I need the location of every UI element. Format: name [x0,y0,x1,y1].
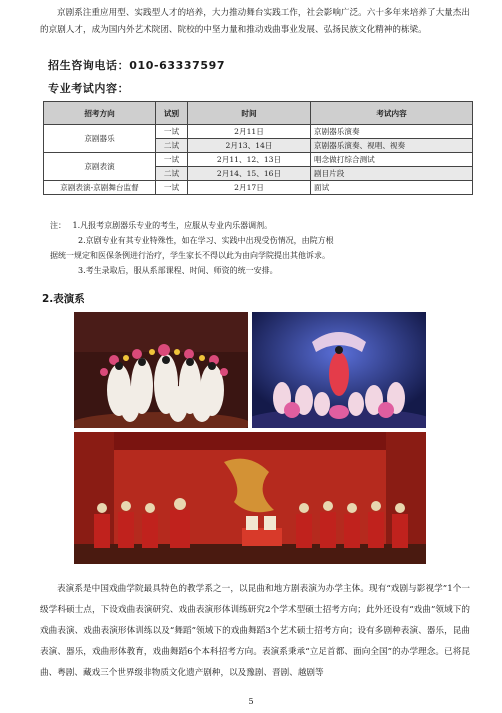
header-round: 试别 [156,102,188,125]
cell-content: 唱念做打综合测试 [311,153,473,167]
section-title: 2.表演系 [42,293,85,305]
cell-time: 2月11日 [188,125,311,139]
consult-phone: 招生咨询电话：010-63337597 [48,59,226,72]
header-time: 时间 [188,102,311,125]
body-paragraph: 表演系是中国戏曲学院最具特色的教学系之一，以昆曲和地方剧表演为办学主体。现有“戏剧与影视学”1个一级学科硕士点，下设戏曲表演研究、戏曲表演形体训练研究2个学术型硕士招考方向；此外还设有“戏曲”领域下的戏曲表演、戏曲表演形体训练以及“舞蹈”领域下的戏曲舞蹈3个艺术硕士招考方向；设有多剧种表演、器乐，昆曲表演、器乐，戏曲形体教育，戏曲舞蹈6个本科招考方向。表演系秉承“立足首都、面向全国”的办学理念。已将昆曲、粤剧、藏戏三个世界级非物质文化遗产剧种，以及豫剧、晋剧、越剧等 [40,584,470,678]
cell-round: 二试 [156,167,188,181]
cell-time: 2月17日 [188,181,311,195]
note-2b: 据统一规定和医保条例进行治疗，学生家长不得以此为由向学院提出其他诉求。 [50,251,330,260]
exam-heading: 专业考试内容： [48,82,130,95]
cell-content: 京剧器乐演奏、视唱、视奏 [311,139,473,153]
cell-direction: 京剧器乐 [44,125,156,153]
cell-round: 二试 [156,139,188,153]
notes-block [50,218,480,278]
intro-paragraph: 京剧系注重应用型、实践型人才的培养，大力推动舞台实践工作，社会影响广泛。六十多年来培养了大量杰出的京剧人才，成为国内外艺术院团、院校的中坚力量和推动戏曲事业发展、弘扬民族文化精神的栋梁。 [40,8,470,35]
cell-content: 京剧器乐演奏 [311,125,473,139]
cell-direction: 京剧表演 [44,153,156,181]
note-1: 1.凡报考京剧器乐专业的考生，应服从专业内乐器调剂。 [72,221,273,230]
table-header-row [44,102,473,125]
cell-time: 2月13、14日 [188,139,311,153]
cell-time: 2月11、12、13日 [188,153,311,167]
notes-label: 注： [50,221,66,230]
cell-round: 一试 [156,153,188,167]
cell-time: 2月14、15、16日 [188,167,311,181]
cell-direction: 京剧表演-京剧舞台监督 [44,181,156,195]
header-direction: 招考方向 [44,102,156,125]
cell-round: 一试 [156,181,188,195]
table-row [44,181,473,195]
performance-photo-flowers [74,312,248,428]
performance-photo-dance [252,312,426,428]
exam-schedule-table [43,101,473,195]
table-row [44,125,473,139]
cell-round: 一试 [156,125,188,139]
cell-content: 剧目片段 [311,167,473,181]
performance-photo-ensemble [74,432,426,564]
note-2a: 2.京剧专业有其专业特殊性，如在学习、实践中出现受伤情况，由院方根 [78,236,334,245]
cell-content: 面试 [311,181,473,195]
header-content: 考试内容 [311,102,473,125]
table-row [44,153,473,167]
note-3: 3.考生录取后，服从系部课程、时间、师资的统一安排。 [78,266,278,275]
page-number: 5 [248,697,254,706]
